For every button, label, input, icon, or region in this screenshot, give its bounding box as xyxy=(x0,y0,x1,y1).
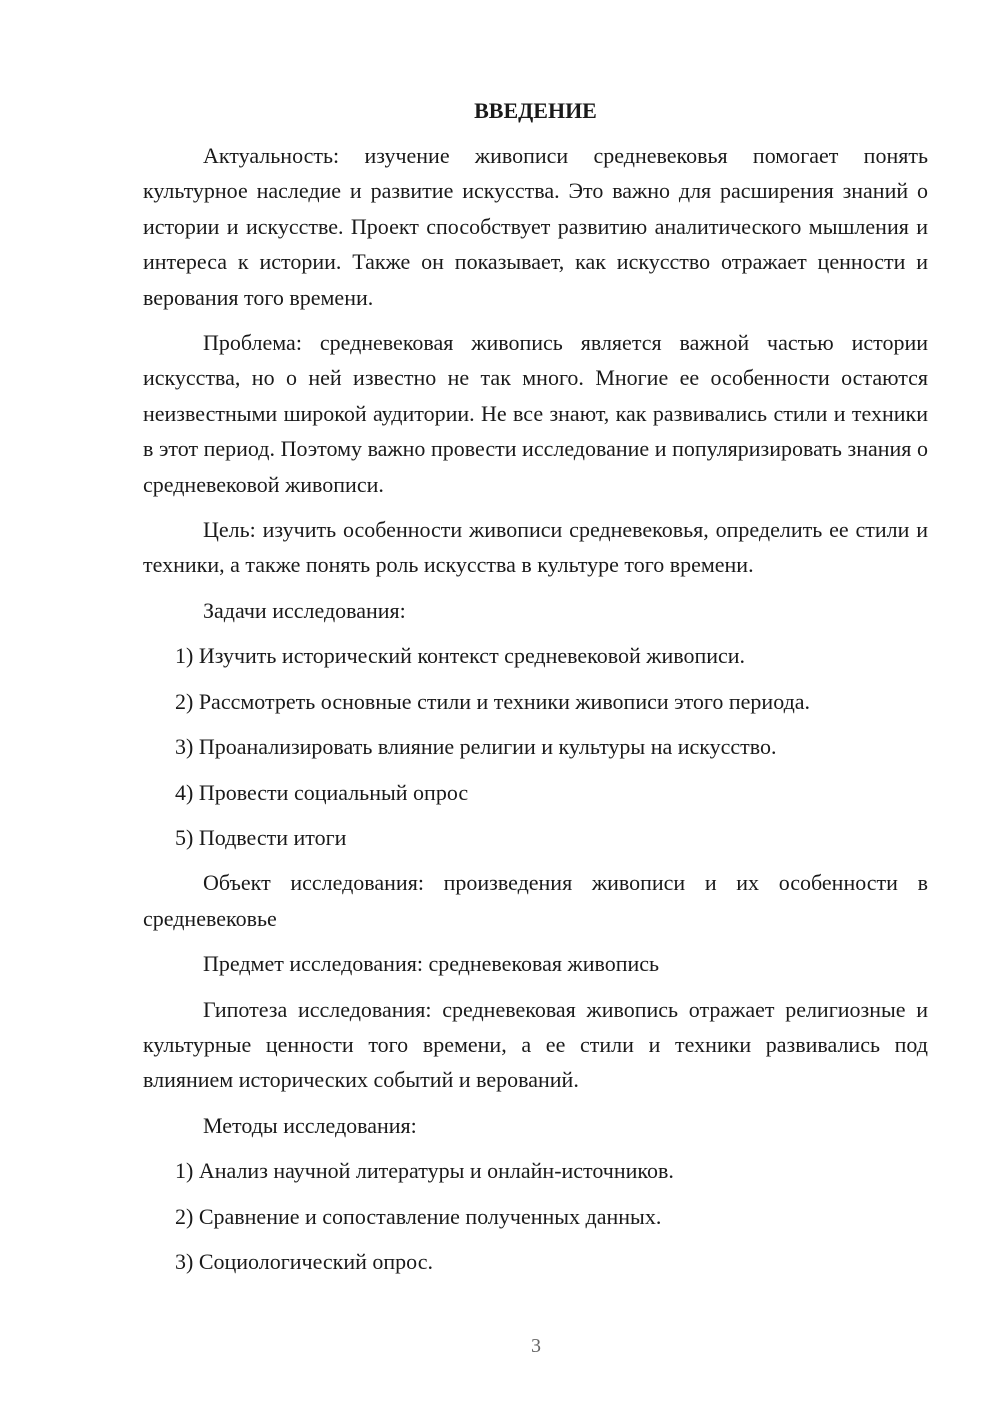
list-item: 2) Рассмотреть основные стили и техники живописи этого периода. xyxy=(175,688,811,714)
subject-paragraph: Предмет исследования: средневековая живопись xyxy=(203,951,660,977)
page-title: ВВЕДЕНИЕ xyxy=(474,98,597,123)
relevance-paragraph: Актуальность: изучение живописи средневековья помогает понять культурное наследие и развитие искусства. Это важно для расширения знаний о истории и искусстве. Проект способствует развитию аналитического мышления и интереса к истории. Также он показывает, как искусство отражает ценности и верования того времени. xyxy=(143,143,928,310)
list-item: 3) Проанализировать влияние религии и культуры на искусство. xyxy=(175,734,777,760)
spacer xyxy=(143,128,928,138)
list-item: 4) Провести социальный опрос xyxy=(175,779,469,805)
list-item: 3) Социологический опрос. xyxy=(175,1248,433,1274)
object-paragraph: Объект исследования: произведения живописи и их особенности в средневековье xyxy=(143,870,928,931)
tasks-heading: Задачи исследования: xyxy=(203,597,406,623)
page-number: 3 xyxy=(531,1335,541,1357)
goal-paragraph: Цель: изучить особенности живописи средневековья, определить ее стили и техники, а также понять роль искусства в культуре того времени. xyxy=(143,517,928,578)
list-item: 2) Сравнение и сопоставление полученных данных. xyxy=(175,1203,662,1229)
list-item: 1) Изучить исторический контекст средневековой живописи. xyxy=(175,643,746,669)
page-content xyxy=(143,94,928,1279)
problem-paragraph: Проблема: средневековая живопись является важной частью истории искусства, но о ней известно не так много. Многие ее особенности остаются неизвестными широкой аудитории. Не все знают, как развивались стили и техники в этот период. Поэтому важно провести исследование и популяризировать знания о средневековой живописи. xyxy=(143,330,928,497)
list-item: 1) Анализ научной литературы и онлайн-источников. xyxy=(175,1158,674,1184)
hypothesis-paragraph: Гипотеза исследования: средневековая живопись отражает религиозные и культурные ценности того времени, а ее стили и техники развивались под влиянием исторических событий и верований. xyxy=(143,996,928,1093)
methods-heading: Методы исследования: xyxy=(203,1112,417,1138)
list-item: 5) Подвести итоги xyxy=(175,824,347,850)
